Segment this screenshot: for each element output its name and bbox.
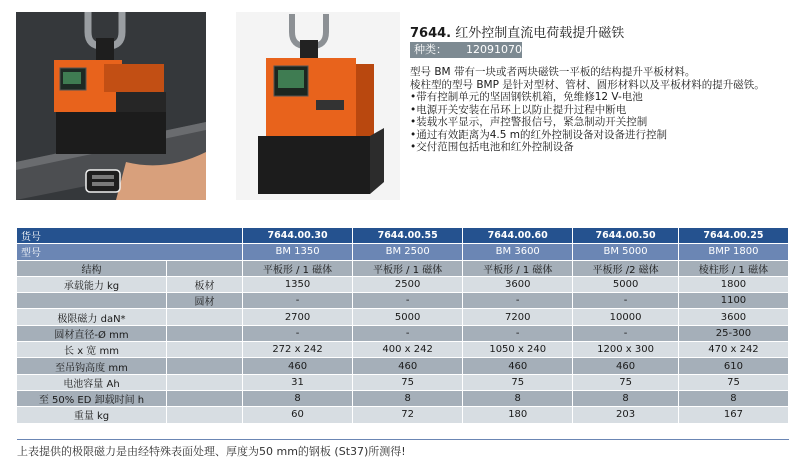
description-line: •装载水平显示，声控警报信号，紧急制动开关控制 — [410, 116, 648, 128]
product-heading — [410, 22, 624, 41]
row-sublabel — [167, 374, 243, 390]
table-row — [17, 293, 789, 309]
table-model-row — [17, 244, 789, 260]
table-cell: 60 — [243, 407, 353, 423]
header-cell: 7644.00.60 — [463, 228, 573, 244]
table-cell: - — [573, 293, 679, 309]
row-label: 极限磁力 daN* — [17, 309, 167, 325]
table-row — [17, 309, 789, 325]
table-cell: - — [573, 325, 679, 341]
table-cell: 610 — [678, 358, 788, 374]
row-sublabel — [167, 325, 243, 341]
product-photo-magnet — [236, 12, 400, 200]
row-label: 重量 kg — [17, 407, 167, 423]
category-label: 种类： — [414, 43, 447, 56]
table-cell: 272 x 242 — [243, 342, 353, 358]
row-label: 长 x 宽 mm — [17, 342, 167, 358]
description-line: •电源开关安装在吊环上以防止提升过程中断电 — [410, 103, 627, 116]
category-badge — [410, 42, 522, 58]
table-cell: 75 — [678, 374, 788, 390]
table-cell: 平板形 /2 磁体 — [573, 260, 679, 276]
table-row — [17, 407, 789, 423]
model-cell: BMP 1800 — [678, 244, 788, 260]
description-line: •带有控制单元的坚固钢铁机箱，免维修12 V-电池 — [410, 91, 643, 103]
table-cell: 1200 x 300 — [573, 342, 679, 358]
table-cell: 72 — [353, 407, 463, 423]
table-cell: 3600 — [463, 276, 573, 292]
table-cell: 8 — [573, 390, 679, 406]
table-cell: 75 — [463, 374, 573, 390]
description-line: •交付范围包括电池和红外控制设备 — [410, 141, 574, 153]
table-cell: 460 — [573, 358, 679, 374]
table-cell: 75 — [353, 374, 463, 390]
footnote: 上表提供的极限磁力是由经特殊表面处理、厚度为50 mm的钢板 (St37)所测得! — [17, 445, 406, 458]
category-value: 12091070 — [466, 43, 522, 56]
table-row — [17, 342, 789, 358]
table-cell: 167 — [678, 407, 788, 423]
table-cell: - — [243, 325, 353, 341]
spec-table — [17, 228, 789, 424]
description-line: 棱柱型的型号 BMP 是针对型材、管材、圆形材料以及平板材料的提升磁铁。 — [410, 78, 765, 91]
table-cell: 8 — [463, 390, 573, 406]
table-cell: 2700 — [243, 309, 353, 325]
table-header-row — [17, 228, 789, 244]
row-sublabel — [167, 407, 243, 423]
row-label: 圆材直径-Ø mm — [17, 325, 167, 341]
header-cell: 7644.00.25 — [678, 228, 788, 244]
table-cell: 8 — [353, 390, 463, 406]
header-label: 货号 — [17, 228, 243, 244]
table-cell: 203 — [573, 407, 679, 423]
row-sublabel — [167, 390, 243, 406]
model-cell: BM 5000 — [573, 244, 679, 260]
table-cell: - — [353, 293, 463, 309]
table-row — [17, 358, 789, 374]
model-cell: BM 1350 — [243, 244, 353, 260]
model-cell: BM 2500 — [353, 244, 463, 260]
table-cell: 8 — [678, 390, 788, 406]
table-cell: 1800 — [678, 276, 788, 292]
table-cell: 25-300 — [678, 325, 788, 341]
table-row — [17, 374, 789, 390]
table-cell: 10000 — [573, 309, 679, 325]
table-cell: - — [353, 325, 463, 341]
row-sublabel — [167, 358, 243, 374]
table-cell: - — [463, 325, 573, 341]
header-cell: 7644.00.50 — [573, 228, 679, 244]
row-sublabel — [167, 260, 243, 276]
row-label: 至吊钩高度 mm — [17, 358, 167, 374]
model-label: 型号 — [17, 244, 243, 260]
table-cell: 3600 — [678, 309, 788, 325]
table-cell: 180 — [463, 407, 573, 423]
table-cell: 2500 — [353, 276, 463, 292]
row-label: 结构 — [17, 260, 167, 276]
description-line: 型号 BM 带有一块或者两块磁铁一平板的结构提升平板材料。 — [410, 66, 696, 78]
table-cell: 8 — [243, 390, 353, 406]
table-row — [17, 260, 789, 276]
table-cell: 棱柱形 / 1 磁体 — [678, 260, 788, 276]
model-cell: BM 3600 — [463, 244, 573, 260]
table-cell: 470 x 242 — [678, 342, 788, 358]
row-label: 至 50% ED 卸载时间 h — [17, 390, 167, 406]
row-label — [17, 293, 167, 309]
header-cell: 7644.00.30 — [243, 228, 353, 244]
table-row — [17, 325, 789, 341]
product-photo-plate-lifting — [16, 12, 206, 200]
table-cell: - — [243, 293, 353, 309]
footer-divider — [17, 439, 789, 440]
lifting-magnet-illustration — [16, 12, 206, 200]
row-sublabel — [167, 342, 243, 358]
description-line: •通过有效距离为4.5 m的红外控制设备对设备进行控制 — [410, 128, 667, 141]
product-description — [410, 66, 795, 154]
table-cell: - — [463, 293, 573, 309]
table-cell: 1350 — [243, 276, 353, 292]
table-cell: 460 — [243, 358, 353, 374]
row-sublabel: 板材 — [167, 276, 243, 292]
table-cell: 5000 — [353, 309, 463, 325]
table-cell: 7200 — [463, 309, 573, 325]
prism-magnet-illustration — [236, 12, 400, 200]
row-sublabel — [167, 309, 243, 325]
table-cell: 平板形 / 1 磁体 — [353, 260, 463, 276]
table-cell: 75 — [573, 374, 679, 390]
product-number: 7644. — [410, 26, 452, 41]
table-cell: 5000 — [573, 276, 679, 292]
table-cell: 460 — [463, 358, 573, 374]
table-row — [17, 276, 789, 292]
row-label: 承载能力 kg — [17, 276, 167, 292]
table-cell: 平板形 / 1 磁体 — [243, 260, 353, 276]
table-cell: 460 — [353, 358, 463, 374]
product-title: 红外控制直流电荷载提升磁铁 — [455, 26, 625, 41]
table-cell: 400 x 242 — [353, 342, 463, 358]
row-label: 电池容量 Ah — [17, 374, 167, 390]
table-row — [17, 390, 789, 406]
header-cell: 7644.00.55 — [353, 228, 463, 244]
row-sublabel: 圆材 — [167, 293, 243, 309]
table-cell: 平板形 / 1 磁体 — [463, 260, 573, 276]
table-cell: 31 — [243, 374, 353, 390]
table-cell: 1050 x 240 — [463, 342, 573, 358]
table-cell: 1100 — [678, 293, 788, 309]
